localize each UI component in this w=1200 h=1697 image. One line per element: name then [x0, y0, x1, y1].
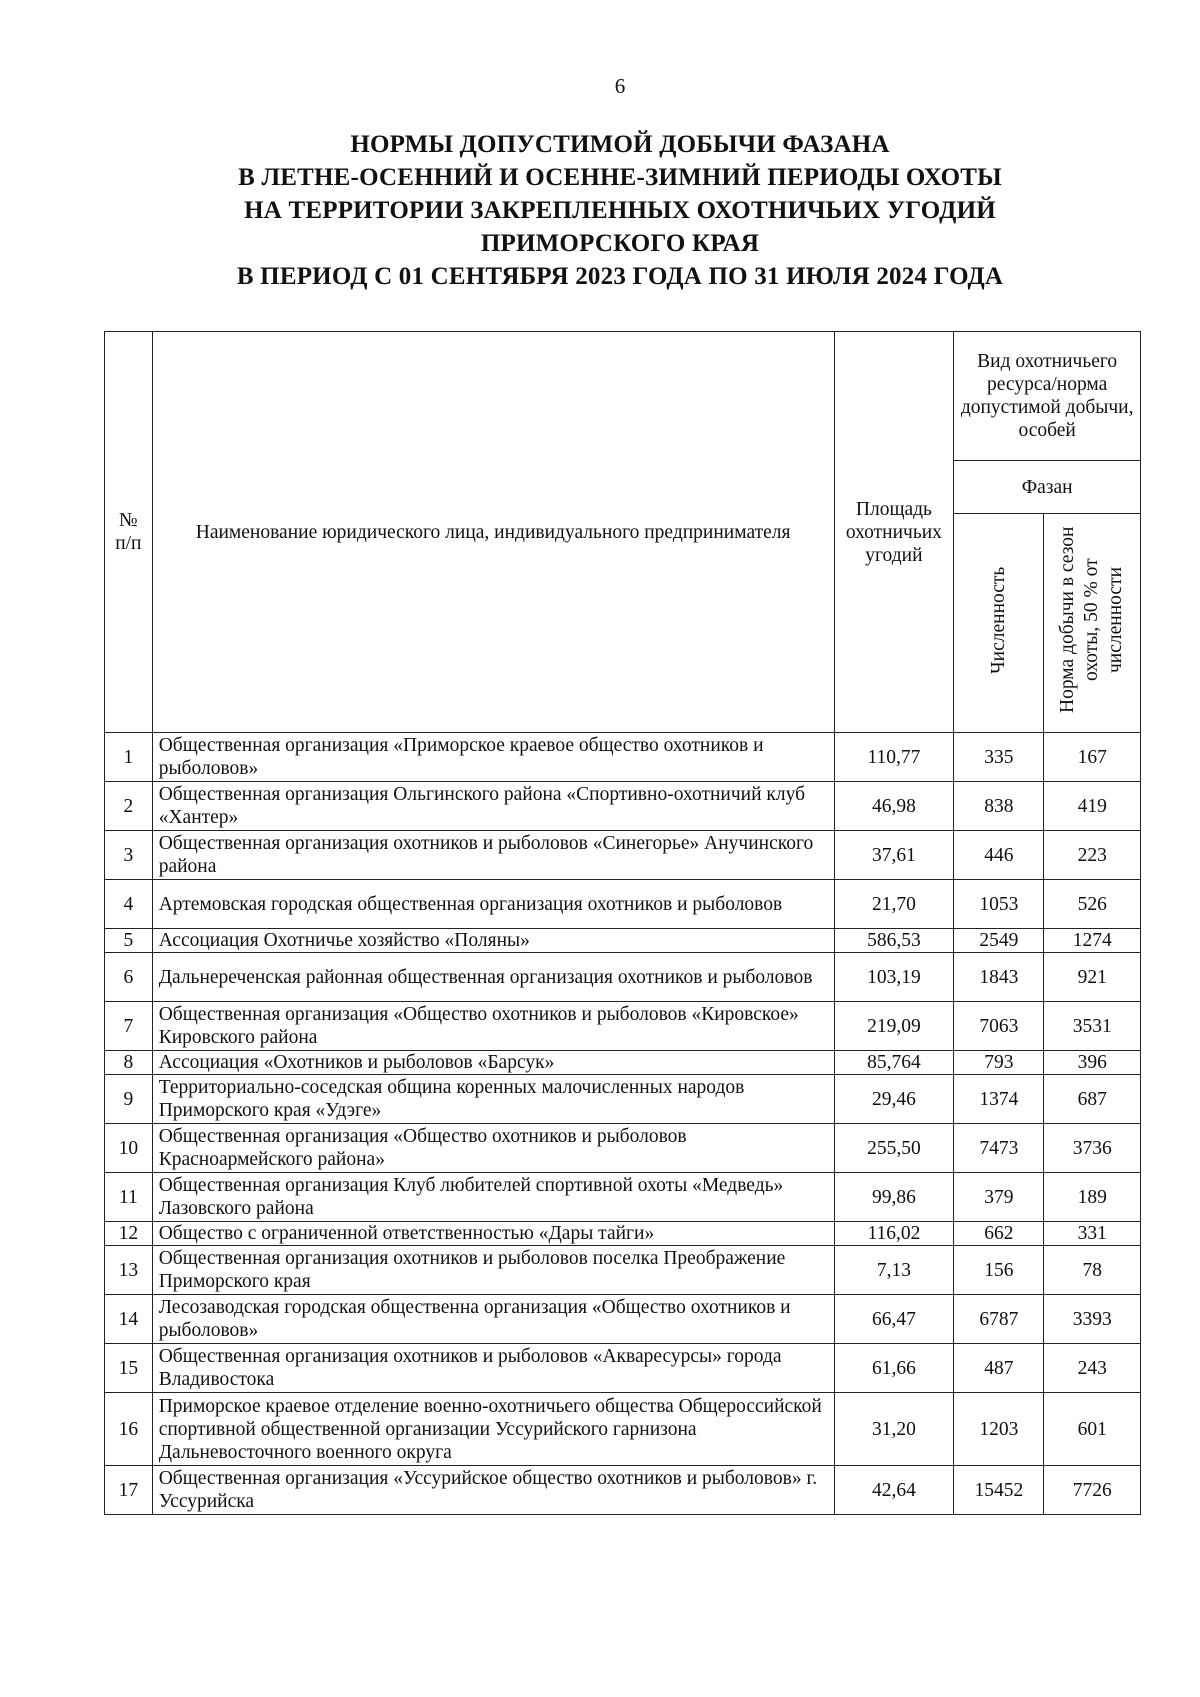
header-resource: Вид охотничьего ресурса/норма допустимой добычи, особей: [954, 332, 1141, 461]
row-organization-name: Общественная организация «Уссурийское общество охотников и рыболовов» г. Уссурийска: [152, 1466, 834, 1515]
header-norm: [1044, 514, 1141, 733]
row-area: 99,86: [834, 1173, 954, 1222]
row-number: 2: [105, 782, 153, 831]
row-count: 156: [954, 1246, 1044, 1295]
row-norm: 687: [1044, 1075, 1141, 1124]
row-organization-name: Приморское краевое отделение военно-охотничьего общества Общероссийской спортивной общественной организации Уссурийского гарнизона Дальневосточного военного округа: [152, 1393, 834, 1466]
table-row: [105, 1124, 1141, 1173]
document-title: [120, 128, 1120, 293]
table-row: [105, 1295, 1141, 1344]
row-number: 17: [105, 1466, 153, 1515]
table-row: [105, 782, 1141, 831]
row-norm: 1274: [1044, 929, 1141, 953]
row-number: 14: [105, 1295, 153, 1344]
table-row: [105, 831, 1141, 880]
row-norm: 7726: [1044, 1466, 1141, 1515]
row-number: 11: [105, 1173, 153, 1222]
table-row: [105, 880, 1141, 929]
row-number: 9: [105, 1075, 153, 1124]
row-norm: 167: [1044, 733, 1141, 782]
table-row: [105, 1393, 1141, 1466]
row-area: 110,77: [834, 733, 954, 782]
row-norm: 3531: [1044, 1002, 1141, 1051]
row-count: 1374: [954, 1075, 1044, 1124]
row-number: 10: [105, 1124, 153, 1173]
row-count: 2549: [954, 929, 1044, 953]
table-row: [105, 929, 1141, 953]
row-organization-name: Общественная организация охотников и рыболовов поселка Преображение Приморского края: [152, 1246, 834, 1295]
table-body: [105, 733, 1141, 1515]
norms-table: [104, 331, 1141, 1515]
row-area: 29,46: [834, 1075, 954, 1124]
row-organization-name: Общественная организация охотников и рыболовов «Синегорье» Анучинского района: [152, 831, 834, 880]
row-number: 3: [105, 831, 153, 880]
row-count: 6787: [954, 1295, 1044, 1344]
table-row: [105, 1051, 1141, 1075]
table-row: [105, 1075, 1141, 1124]
row-count: 838: [954, 782, 1044, 831]
row-count: 487: [954, 1344, 1044, 1393]
row-organization-name: Общественная организация охотников и рыболовов «Акваресурсы» города Владивостока: [152, 1344, 834, 1393]
page-number: 6: [614, 74, 626, 98]
header-count-label: Численность: [987, 566, 1009, 674]
row-norm: 601: [1044, 1393, 1141, 1466]
row-area: 85,764: [834, 1051, 954, 1075]
row-number: 4: [105, 880, 153, 929]
row-norm: 189: [1044, 1173, 1141, 1222]
row-count: 379: [954, 1173, 1044, 1222]
table-row: [105, 1466, 1141, 1515]
row-organization-name: Ассоциация Охотничье хозяйство «Поляны»: [152, 929, 834, 953]
row-norm: 526: [1044, 880, 1141, 929]
row-number: 7: [105, 1002, 153, 1051]
table-row: [105, 1222, 1141, 1246]
row-norm: 419: [1044, 782, 1141, 831]
row-organization-name: Общественная организация «Приморское краевое общество охотников и рыболовов»: [152, 733, 834, 782]
table-header: [105, 332, 1141, 733]
row-number: 16: [105, 1393, 153, 1466]
title-line: ПРИМОРСКОГО КРАЯ: [480, 230, 760, 257]
header-area: Площадь охотничьих угодий: [834, 332, 954, 733]
header-species: Фазан: [954, 461, 1141, 514]
row-area: 103,19: [834, 953, 954, 1002]
row-organization-name: Общественная организация «Общество охотников и рыболовов «Кировское» Кировского района: [152, 1002, 834, 1051]
row-count: 662: [954, 1222, 1044, 1246]
row-area: 7,13: [834, 1246, 954, 1295]
row-area: 42,64: [834, 1466, 954, 1515]
row-norm: 331: [1044, 1222, 1141, 1246]
row-number: 12: [105, 1222, 153, 1246]
row-area: 116,02: [834, 1222, 954, 1246]
table-row: [105, 1173, 1141, 1222]
row-area: 21,70: [834, 880, 954, 929]
row-organization-name: Общественная организация Клуб любителей спортивной охоты «Медведь» Лазовского района: [152, 1173, 834, 1222]
row-norm: 78: [1044, 1246, 1141, 1295]
row-norm: 223: [1044, 831, 1141, 880]
header-name: Наименование юридического лица, индивидуального предпринимателя: [152, 332, 834, 733]
row-organization-name: Артемовская городская общественная организация охотников и рыболовов: [152, 880, 834, 929]
row-organization-name: Ассоциация «Охотников и рыболовов «Барсук»: [152, 1051, 834, 1075]
row-number: 8: [105, 1051, 153, 1075]
row-organization-name: Общество с ограниченной ответственностью «Дары тайги»: [152, 1222, 834, 1246]
table-row: [105, 1246, 1141, 1295]
title-line: В ПЕРИОД С 01 СЕНТЯБРЯ 2023 ГОДА ПО 31 ИЮЛЯ 2024 ГОДА: [236, 263, 1004, 290]
table-row: [105, 1344, 1141, 1393]
row-number: 1: [105, 733, 153, 782]
row-area: 219,09: [834, 1002, 954, 1051]
row-count: 7063: [954, 1002, 1044, 1051]
row-organization-name: Лесозаводская городская общественна организация «Общество охотников и рыболовов»: [152, 1295, 834, 1344]
row-count: 446: [954, 831, 1044, 880]
row-count: 1843: [954, 953, 1044, 1002]
row-area: 586,53: [834, 929, 954, 953]
row-organization-name: Общественная организация «Общество охотников и рыболовов Красноармейского района»: [152, 1124, 834, 1173]
title-line: НОРМЫ ДОПУСТИМОЙ ДОБЫЧИ ФАЗАНА: [350, 131, 890, 158]
row-norm: 243: [1044, 1344, 1141, 1393]
table-row: [105, 1002, 1141, 1051]
row-count: 1053: [954, 880, 1044, 929]
row-count: 1203: [954, 1393, 1044, 1466]
row-norm: 3736: [1044, 1124, 1141, 1173]
row-organization-name: Общественная организация Ольгинского района «Спортивно-охотничий клуб «Хантер»: [152, 782, 834, 831]
row-number: 15: [105, 1344, 153, 1393]
title-line: В ЛЕТНЕ-ОСЕННИЙ И ОСЕННЕ-ЗИМНИЙ ПЕРИОДЫ ОХОТЫ: [238, 164, 1002, 191]
row-number: 13: [105, 1246, 153, 1295]
row-area: 46,98: [834, 782, 954, 831]
row-area: 31,20: [834, 1393, 954, 1466]
row-count: 793: [954, 1051, 1044, 1075]
row-norm: 3393: [1044, 1295, 1141, 1344]
row-count: 335: [954, 733, 1044, 782]
row-area: 66,47: [834, 1295, 954, 1344]
row-norm: 921: [1044, 953, 1141, 1002]
title-line: НА ТЕРРИТОРИИ ЗАКРЕПЛЕННЫХ ОХОТНИЧЬИХ УГОДИЙ: [244, 197, 996, 224]
row-number: 6: [105, 953, 153, 1002]
header-norm-label: Норма добычи в сезон охоты, 50 % от численности: [1057, 526, 1127, 714]
header-count: [954, 514, 1044, 733]
row-organization-name: Дальнереченская районная общественная организация охотников и рыболовов: [152, 953, 834, 1002]
row-area: 61,66: [834, 1344, 954, 1393]
table-row: [105, 733, 1141, 782]
row-organization-name: Территориально-соседская община коренных малочисленных народов Приморского края «Удэге»: [152, 1075, 834, 1124]
row-area: 37,61: [834, 831, 954, 880]
row-count: 7473: [954, 1124, 1044, 1173]
row-number: 5: [105, 929, 153, 953]
header-num: № п/п: [105, 332, 153, 733]
row-area: 255,50: [834, 1124, 954, 1173]
row-count: 15452: [954, 1466, 1044, 1515]
row-norm: 396: [1044, 1051, 1141, 1075]
table-row: [105, 953, 1141, 1002]
